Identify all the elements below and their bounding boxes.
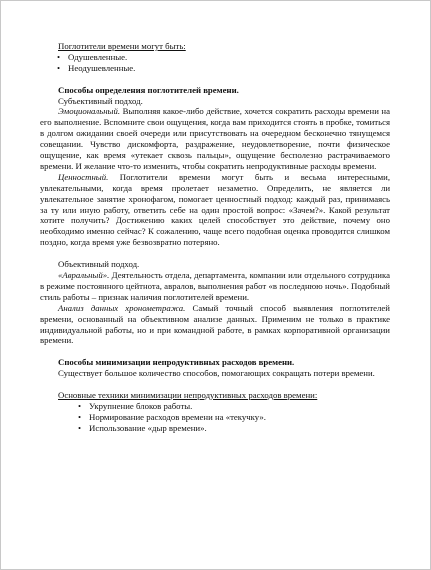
section-heading-minimization: Способы минимизации непродуктивных расходов времени. <box>58 357 295 368</box>
list-item: • Одушевленные. <box>68 52 390 63</box>
emotional-text: Выполняя какое-либо действие, хочется сократить расходы времени на его выполнение. Вспомните свои ощущения, когда вам приходится стоять в пробке, томиться в долгом ожидании своей очереди или присутствовать на очередном бесконечно тянущемся совещании. Чувство дискомфорта, раздражение, неудовлетворение, почти физическое ощущение, как время «утекает сквозь пальцы», ощущение бесполезно растрачиваемого времени. И желание что-то изменить, чтобы сократить непродуктивные расходы времени. <box>40 106 390 171</box>
list-item: • Укрупнение блоков работы. <box>89 401 390 412</box>
list-item: • Нормирование расходов времени на «текучку». <box>89 412 390 423</box>
list-item: • Использование «дыр времени». <box>89 423 390 434</box>
paragraph-value <box>40 172 390 248</box>
value-term: Ценностный. <box>58 171 109 182</box>
paragraph-timing <box>40 303 390 347</box>
emotional-term: Эмоциональный. <box>58 106 121 117</box>
paragraph-rush <box>40 270 390 303</box>
section-heading-detection: Способы определения поглотителей времени. <box>58 84 239 95</box>
rush-term: «Авральный». <box>58 270 110 280</box>
rush-text: Деятельность отдела, департамента, компании или отдельного сотрудника в режиме постоянного цейтнота, авралов, выполнения работ «в последнюю ночь». Подобный стиль работы – признак наличия поглотителей времени. <box>40 270 390 302</box>
value-text: Поглотители времени могут быть и весьма интересными, увлекательными, когда время пролетает незаметно. Определить, не является ли увлекательное занятие хронофагом, помогает ценностный подход: каждый раз, принимаясь за ту или иную работу, ответить себе на один простой вопрос: «Зачем?». Какой результат хотите получить? Достижению каких целей способствует это действие, почему оно необходимо именно сейчас? К сожалению, чаще всего подобная оценка проводится слишком поздно, когда время уже безвозвратно потеряно. <box>40 171 390 248</box>
objective-approach-label: Объективный подход. <box>58 259 140 270</box>
timing-text: Самый точный способ выявления поглотителей времени, основанный на объективном анализе данных. Применим не только в практике индивидуальной работы, но и при командной работе, в рамках корпоративной организации времени. <box>40 302 390 346</box>
time-eaters-list <box>40 52 390 74</box>
document-body <box>40 41 390 434</box>
list-item: • Неодушевленные. <box>68 63 390 74</box>
techniques-list <box>40 401 390 434</box>
paragraph-emotional <box>40 106 390 171</box>
paragraph-intro: Существует большое количество способов, помогающих сокращать потери времени. <box>58 368 375 379</box>
subjective-approach-label: Субъективный подход. <box>58 95 143 106</box>
list-title-techniques: Основные техники минимизации непродуктивных расходов времени: <box>58 389 318 400</box>
timing-term: Анализ данных хронометража. <box>58 302 186 313</box>
list-title-time-eaters: Поглотители времени могут быть: <box>58 41 186 51</box>
